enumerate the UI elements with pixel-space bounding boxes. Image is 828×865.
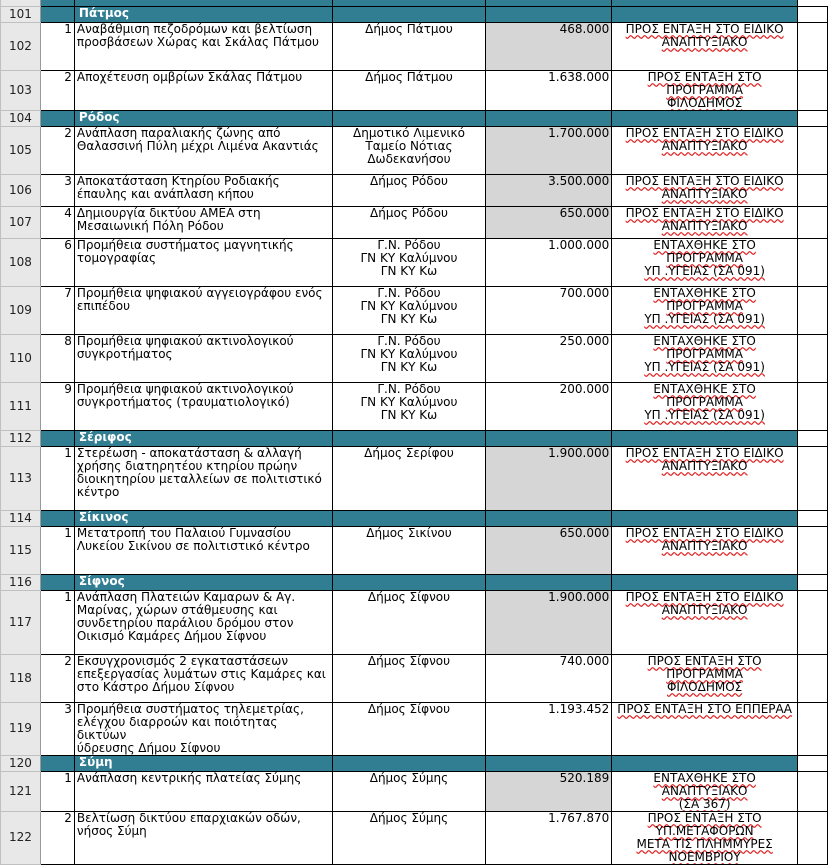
status-line: ΜΕΤΑ ΤΙΣ ΠΛΗΜΜΥΡΕΣ ΝΟΕΜΒΡΙΟΥ [636, 836, 773, 864]
section-empty-cell[interactable] [332, 6, 486, 22]
description-line: Μετατροπή του Παλαιού Γυμνασίου [76, 526, 291, 540]
edge-cell [798, 430, 828, 446]
section-name-cell[interactable]: Σύμη [74, 755, 332, 771]
table-row [1, 811, 828, 864]
description-cell[interactable] [74, 654, 332, 702]
agency-cell[interactable] [332, 590, 486, 654]
status-line: ΠΡΟΣ ΕΝΤΑΞΗ ΣΤΟ ΕΙΔΙΚΟ [625, 526, 784, 540]
row-header[interactable]: 117 [1, 590, 41, 654]
section-empty-cell[interactable] [332, 430, 486, 446]
table-row [1, 22, 828, 70]
description-cell[interactable] [74, 70, 332, 110]
agency-line: Γ.Ν. Ρόδου [377, 286, 441, 300]
status-line: ΑΝΑΠΤΥΞΙΑΚΟ [661, 538, 748, 553]
section-empty-cell[interactable] [612, 755, 798, 771]
agency-cell[interactable] [332, 526, 486, 574]
section-header-row [1, 755, 828, 771]
agency-line: Δήμος Σίφνου [367, 702, 451, 716]
table-row [1, 286, 828, 334]
status-line: ΑΝΑΠΤΥΞΙΑΚΟ [661, 218, 748, 233]
row-header[interactable]: 115 [1, 526, 41, 574]
description-line: ελέγχου διαρροών και ποιότητας δικτύων [76, 714, 278, 742]
description-line: Θαλασσινή Πύλη μέχρι Λιμένα Ακαντιάς [76, 138, 319, 153]
description-cell[interactable] [74, 702, 332, 755]
agency-cell[interactable] [332, 771, 486, 811]
section-name-cell[interactable]: Σέριφος [74, 430, 332, 446]
index-cell[interactable]: 4 [40, 206, 74, 238]
section-index-cell[interactable] [40, 755, 74, 771]
status-cell[interactable] [612, 22, 798, 70]
status-line: ΥΠ .ΥΓΕΙΑΣ (ΣΑ 091) [644, 263, 765, 278]
table-row [1, 654, 828, 702]
amount-cell[interactable]: 1.900.000 [486, 590, 612, 654]
status-line: ΠΡΟΣ ΕΝΤΑΞΗ ΣΤΟ ΕΙΔΙΚΟ [625, 174, 784, 188]
row-header[interactable]: 121 [1, 771, 41, 811]
index-cell[interactable]: 8 [40, 334, 74, 382]
edge-cell [798, 590, 828, 654]
row-header[interactable]: 104 [1, 110, 41, 126]
description-line: νήσος Σύμη [76, 823, 147, 838]
table-row [1, 702, 828, 755]
agency-cell[interactable] [332, 126, 486, 174]
agency-line: ΓΝ ΚΥ Κω [380, 359, 438, 374]
description-line: Εκσυγχρονισμός 2 εγκαταστάσεων [76, 654, 289, 668]
status-line: ΠΡΟΣ ΕΝΤΑΞΗ ΣΤΟ ΕΙΔΙΚΟ [625, 206, 784, 220]
description-line: στο Κάστρο Δήμου Σίφνου [76, 679, 235, 694]
description-cell[interactable] [74, 206, 332, 238]
agency-line: Δημοτικό Λιμενικό [353, 126, 465, 140]
section-empty-cell[interactable] [486, 755, 612, 771]
section-index-cell[interactable] [40, 110, 74, 126]
section-index-cell[interactable] [40, 430, 74, 446]
status-cell[interactable] [612, 70, 798, 110]
status-cell[interactable] [612, 334, 798, 382]
row-header[interactable]: 102 [1, 22, 41, 70]
description-line: ύδρευσης Δήμου Σίφνου [76, 740, 221, 755]
description-line: Προμήθεια ψηφιακού ακτινολογικού [76, 334, 294, 348]
status-cell[interactable] [612, 206, 798, 238]
index-cell[interactable]: 3 [40, 174, 74, 206]
row-header[interactable]: 120 [1, 755, 41, 771]
description-cell[interactable] [74, 382, 332, 430]
edge-cell [798, 174, 828, 206]
agency-cell[interactable] [332, 811, 486, 864]
section-header-row [1, 574, 828, 590]
section-empty-cell[interactable] [612, 430, 798, 446]
edge-cell [798, 654, 828, 702]
description-line: Ανάπλαση κεντρικής πλατείας Σύμης [76, 771, 302, 785]
amount-cell[interactable]: 3.500.000 [486, 174, 612, 206]
description-line: Αναβάθμιση πεζοδρόμων και βελτίωση [76, 22, 313, 36]
section-header-row [1, 430, 828, 446]
edge-cell [798, 702, 828, 755]
amount-cell[interactable]: 650.000 [486, 206, 612, 238]
description-line: Ανάπλαση παραλιακής ζώνης από [76, 126, 281, 140]
agency-line: Γ.Ν. Ρόδου [377, 334, 441, 348]
amount-cell[interactable]: 1.700.000 [486, 126, 612, 174]
status-cell[interactable] [612, 811, 798, 864]
index-cell[interactable]: 7 [40, 286, 74, 334]
description-line: Αποχέτευση ομβρίων Σκάλας Πάτμου [76, 70, 303, 84]
index-cell[interactable]: 1 [40, 590, 74, 654]
section-empty-cell[interactable] [332, 510, 486, 526]
edge-cell [798, 382, 828, 430]
status-line: ΠΡΟΣ ΕΝΤΑΞΗ ΣΤΟ ΠΡΟΓΡΑΜΜΑ [647, 70, 762, 97]
status-cell[interactable] [612, 702, 798, 755]
table-row [1, 206, 828, 238]
agency-line: Δήμος Σίφνου [367, 654, 451, 668]
description-cell[interactable] [74, 174, 332, 206]
index-cell[interactable]: 2 [40, 811, 74, 864]
agency-line: Δήμος Σύμης [369, 811, 449, 825]
description-line: συνδετηρίου παράλιου δρόμου στον [76, 615, 294, 630]
description-line: Ανάπλαση Πλατειών Καμαρων & Αγ. [76, 590, 296, 604]
description-line: χρήσης διατηρητέου κτηρίου πρώην [76, 458, 298, 473]
amount-cell[interactable]: 1.193.452 [486, 702, 612, 755]
section-empty-cell[interactable] [486, 510, 612, 526]
amount-cell[interactable]: 200.000 [486, 382, 612, 430]
status-cell[interactable] [612, 126, 798, 174]
edge-cell [798, 510, 828, 526]
row-header[interactable]: 119 [1, 702, 41, 755]
table-row [1, 590, 828, 654]
status-line: ΑΝΑΠΤΥΞΙΑΚΟ [661, 34, 748, 49]
edge-cell [798, 446, 828, 510]
row-header[interactable]: 110 [1, 334, 41, 382]
description-cell[interactable] [74, 334, 332, 382]
agency-line: ΓΝ ΚΥ Καλύμνου [360, 346, 458, 361]
edge-cell [798, 126, 828, 174]
edge-cell [798, 334, 828, 382]
row-header[interactable]: 114 [1, 510, 41, 526]
status-line: ΕΝΤΑΧΘΗΚΕ ΣΤΟ ΠΡΟΓΡΑΜΜΑ [653, 286, 756, 313]
description-cell[interactable] [74, 22, 332, 70]
status-line: ΦΙΛΟΔΗΜΟΣ [666, 95, 743, 110]
row-header[interactable]: 112 [1, 430, 41, 446]
status-cell[interactable] [612, 286, 798, 334]
status-cell[interactable] [612, 771, 798, 811]
edge-cell [798, 286, 828, 334]
table-row [1, 382, 828, 430]
row-header[interactable]: 116 [1, 574, 41, 590]
section-empty-cell[interactable] [612, 110, 798, 126]
row-header[interactable]: 105 [1, 126, 41, 174]
edge-cell [798, 811, 828, 864]
agency-line: Δήμος Σίφνου [367, 590, 451, 604]
agency-line: ΓΝ ΚΥ Κω [380, 263, 438, 278]
status-line: ΠΡΟΣ ΕΝΤΑΞΗ ΣΤΟ ΕΙΔΙΚΟ [625, 590, 784, 604]
amount-cell[interactable]: 468.000 [486, 22, 612, 70]
amount-cell[interactable]: 740.000 [486, 654, 612, 702]
description-cell[interactable] [74, 771, 332, 811]
agency-cell[interactable] [332, 334, 486, 382]
description-line: τομογραφίας [76, 250, 157, 265]
status-cell[interactable] [612, 382, 798, 430]
section-empty-cell[interactable] [486, 574, 612, 590]
row-header[interactable]: 111 [1, 382, 41, 430]
description-cell[interactable] [74, 238, 332, 286]
agency-cell[interactable] [332, 22, 486, 70]
edge-cell [798, 238, 828, 286]
index-cell[interactable]: 3 [40, 702, 74, 755]
description-cell[interactable] [74, 126, 332, 174]
status-line: ΕΝΤΑΧΘΗΚΕ ΣΤΟ ΠΡΟΓΡΑΜΜΑ [653, 382, 756, 409]
section-header-row [1, 110, 828, 126]
description-line: Δημιουργία δικτύου ΑΜΕΑ στη [76, 206, 261, 220]
description-line: συγκροτήματος (τραυματιολογικό) [76, 394, 290, 409]
status-cell[interactable] [612, 174, 798, 206]
table-row [1, 174, 828, 206]
status-line: ΥΠ .ΥΓΕΙΑΣ (ΣΑ 091) [644, 311, 765, 326]
agency-line: Δωδεκανήσου [367, 151, 451, 166]
table-row [1, 771, 828, 811]
agency-cell[interactable] [332, 286, 486, 334]
section-header-row [1, 6, 828, 22]
agency-line: ΓΝ ΚΥ Καλύμνου [360, 394, 458, 409]
status-line: ΑΝΑΠΤΥΞΙΑΚΟ [661, 602, 748, 617]
edge-cell [798, 526, 828, 574]
agency-cell[interactable] [332, 70, 486, 110]
row-header[interactable]: 107 [1, 206, 41, 238]
agency-line: Δήμος Σύμης [369, 771, 449, 785]
description-cell[interactable] [74, 590, 332, 654]
agency-cell[interactable] [332, 702, 486, 755]
index-cell[interactable]: 2 [40, 126, 74, 174]
section-empty-cell[interactable] [486, 6, 612, 22]
table-row [1, 446, 828, 510]
description-cell[interactable] [74, 526, 332, 574]
description-line: επιπέδου [76, 298, 131, 313]
agency-line: Γ.Ν. Ρόδου [377, 238, 441, 252]
index-cell[interactable]: 1 [40, 22, 74, 70]
description-line: Βελτίωση δικτύου επαρχιακών οδών, [76, 811, 301, 825]
description-line: κέντρο [76, 484, 120, 499]
index-cell[interactable]: 6 [40, 238, 74, 286]
status-cell[interactable] [612, 590, 798, 654]
agency-line: Δήμος Σικίνου [366, 526, 452, 540]
row-header[interactable]: 103 [1, 70, 41, 110]
index-cell[interactable]: 2 [40, 654, 74, 702]
status-line: ΕΝΤΑΧΘΗΚΕ ΣΤΟ ΑΝΑΠΤΥΞΙΑΚΟ [653, 771, 756, 798]
status-line: ΑΝΑΠΤΥΞΙΑΚΟ [661, 458, 748, 473]
agency-line: ΓΝ ΚΥ Καλύμνου [360, 298, 458, 313]
status-line: ΠΡΟΣ ΕΝΤΑΞΗ ΣΤΟ ΕΙΔΙΚΟ [625, 126, 784, 140]
amount-cell[interactable]: 700.000 [486, 286, 612, 334]
edge-cell [798, 574, 828, 590]
status-line: ΠΡΟΣ ΕΝΤΑΞΗ ΣΤΟ ΕΙΔΙΚΟ [625, 446, 784, 460]
amount-cell[interactable]: 1.000.000 [486, 238, 612, 286]
description-line: Λυκείου Σικίνου σε πολιτιστικό κέντρο [76, 538, 310, 553]
section-header-row [1, 510, 828, 526]
status-line: ΠΡΟΣ ΕΝΤΑΞΗ ΣΤΟ ΠΡΟΓΡΑΜΜΑ [647, 654, 762, 681]
section-empty-cell[interactable] [332, 755, 486, 771]
agency-line: Δήμος Πάτμου [365, 70, 453, 84]
description-line: έπαυλης και ανάπλαση κήπου [76, 186, 254, 201]
status-line: ΑΝΑΠΤΥΞΙΑΚΟ [661, 138, 748, 153]
agency-cell[interactable] [332, 238, 486, 286]
agency-cell[interactable] [332, 206, 486, 238]
agency-line: Ταμείο Νότιας [365, 138, 453, 153]
agency-line: Δήμος Σερίφου [364, 446, 454, 460]
description-line: Αποκατάσταση Κτηρίου Ροδιακής [76, 174, 280, 188]
agency-line: ΓΝ ΚΥ Κω [380, 407, 438, 422]
amount-cell[interactable]: 1.900.000 [486, 446, 612, 510]
section-index-cell[interactable] [40, 6, 74, 22]
section-name-cell[interactable]: Πάτμος [74, 6, 332, 22]
description-line: Προμήθεια συστήματος μαγνητικής [76, 238, 294, 252]
amount-cell[interactable]: 1.767.870 [486, 811, 612, 864]
row-header[interactable]: 106 [1, 174, 41, 206]
section-name-cell[interactable]: Σίφνος [74, 574, 332, 590]
status-line: ΥΠ .ΥΓΕΙΑΣ (ΣΑ 091) [644, 359, 765, 374]
agency-cell[interactable] [332, 446, 486, 510]
row-header[interactable]: 122 [1, 811, 41, 864]
agency-line: Δήμος Ρόδου [370, 174, 448, 188]
row-header[interactable]: 101 [1, 6, 41, 22]
table-row [1, 126, 828, 174]
section-empty-cell[interactable] [486, 110, 612, 126]
status-line: ΕΝΤΑΧΘΗΚΕ ΣΤΟ ΠΡΟΓΡΑΜΜΑ [653, 238, 756, 265]
index-cell[interactable]: 2 [40, 70, 74, 110]
edge-cell [798, 110, 828, 126]
table-row [1, 334, 828, 382]
section-index-cell[interactable] [40, 574, 74, 590]
description-cell[interactable] [74, 811, 332, 864]
section-empty-cell[interactable] [612, 510, 798, 526]
description-line: επεξεργασίας λυμάτων στις Καμάρες και [76, 666, 326, 681]
status-line: ΦΙΛΟΔΗΜΟΣ [666, 679, 743, 694]
row-header[interactable]: 118 [1, 654, 41, 702]
status-line: ΕΝΤΑΧΘΗΚΕ ΣΤΟ ΠΡΟΓΡΑΜΜΑ [653, 334, 756, 361]
section-index-cell[interactable] [40, 510, 74, 526]
agency-line: ΓΝ ΚΥ Καλύμνου [360, 250, 458, 265]
description-line: προσβάσεων Χώρας και Σκάλας Πάτμου [76, 34, 319, 49]
section-name-cell[interactable]: Ρόδος [74, 110, 332, 126]
section-name-cell[interactable]: Σίκινος [74, 510, 332, 526]
agency-cell[interactable] [332, 174, 486, 206]
amount-cell[interactable]: 250.000 [486, 334, 612, 382]
description-cell[interactable] [74, 446, 332, 510]
agency-line: Δήμος Πάτμου [365, 22, 453, 36]
description-line: διοικητηρίου μεταλλείων σε πολιτιστικό [76, 471, 322, 486]
table-row [1, 70, 828, 110]
status-line: ΠΡΟΣ ΕΝΤΑΞΗ ΣΤΟ ΕΠΠΕΡΑΑ [617, 702, 792, 716]
edge-cell [798, 6, 828, 22]
description-line: Προμήθεια ψηφιακού αγγειογράφου ενός [76, 286, 323, 300]
section-empty-cell[interactable] [332, 110, 486, 126]
index-cell[interactable]: 9 [40, 382, 74, 430]
section-empty-cell[interactable] [486, 430, 612, 446]
description-line: Στερέωση - αποκατάσταση & αλλαγή [76, 446, 302, 460]
row-header[interactable]: 109 [1, 286, 41, 334]
index-cell[interactable]: 1 [40, 771, 74, 811]
edge-cell [798, 70, 828, 110]
status-cell[interactable] [612, 526, 798, 574]
status-cell[interactable] [612, 446, 798, 510]
agency-line: Γ.Ν. Ρόδου [377, 382, 441, 396]
edge-cell [798, 755, 828, 771]
index-cell[interactable]: 1 [40, 526, 74, 574]
status-line: ΥΠ .ΥΓΕΙΑΣ (ΣΑ 091) [644, 407, 765, 422]
section-empty-cell[interactable] [332, 574, 486, 590]
description-line: Προμήθεια συστήματος τηλεμετρίας, [76, 702, 304, 716]
description-cell[interactable] [74, 286, 332, 334]
description-line: Προμήθεια ψηφιακού ακτινολογικού [76, 382, 294, 396]
status-cell[interactable] [612, 238, 798, 286]
status-line: ΠΡΟΣ ΕΝΤΑΞΗ ΣΤΟ ΥΠ.ΜΕΤΑΦΟΡΩΝ [647, 811, 762, 838]
amount-cell[interactable]: 1.638.000 [486, 70, 612, 110]
edge-cell [798, 771, 828, 811]
section-empty-cell[interactable] [612, 6, 798, 22]
table-row [1, 238, 828, 286]
status-cell[interactable] [612, 654, 798, 702]
status-line: (ΣΑ 367) [678, 796, 731, 811]
agency-cell[interactable] [332, 654, 486, 702]
amount-cell[interactable]: 650.000 [486, 526, 612, 574]
edge-cell [798, 206, 828, 238]
description-line: Μεσαιωνική Πόλη Ρόδου [76, 218, 224, 233]
status-line: ΠΡΟΣ ΕΝΤΑΞΗ ΣΤΟ ΕΙΔΙΚΟ [625, 22, 784, 36]
row-header[interactable]: 108 [1, 238, 41, 286]
edge-cell [798, 22, 828, 70]
description-line: συγκροτήματος [76, 346, 173, 361]
amount-cell[interactable]: 520.189 [486, 771, 612, 811]
agency-cell[interactable] [332, 382, 486, 430]
status-line: ΑΝΑΠΤΥΞΙΑΚΟ [661, 186, 748, 201]
table-row [1, 526, 828, 574]
agency-line: Δήμος Ρόδου [370, 206, 448, 220]
description-line: Οικισμό Καμάρες Δήμου Σίφνου [76, 628, 267, 643]
index-cell[interactable]: 1 [40, 446, 74, 510]
description-line: Μαρίνας, χώρων στάθμευσης και [76, 602, 278, 617]
section-empty-cell[interactable] [612, 574, 798, 590]
row-header[interactable]: 113 [1, 446, 41, 510]
agency-line: ΓΝ ΚΥ Κω [380, 311, 438, 326]
